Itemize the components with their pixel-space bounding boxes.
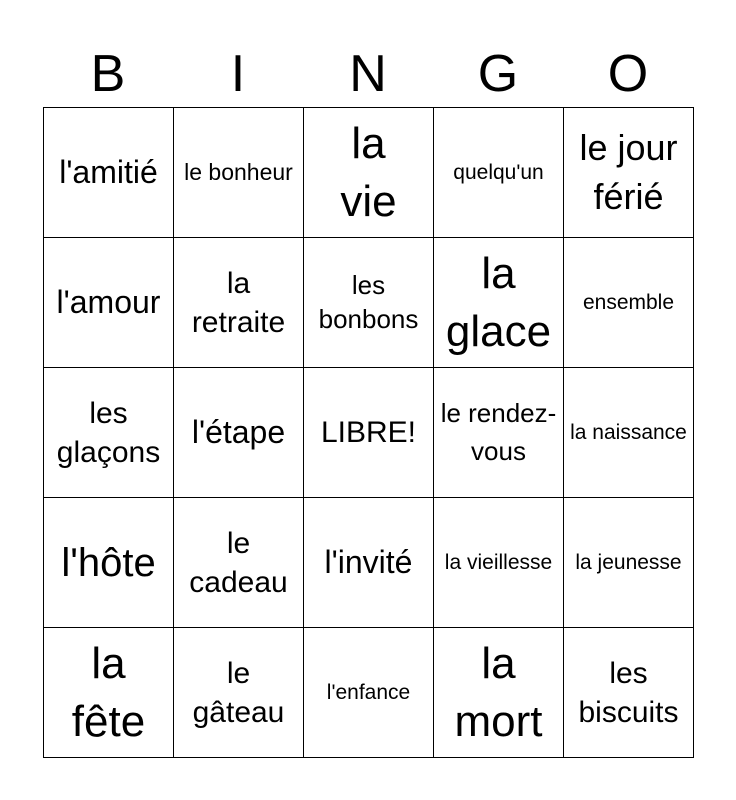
bingo-cell[interactable]	[564, 498, 694, 628]
bingo-cell[interactable]	[564, 628, 694, 758]
cell-label: la glace	[445, 249, 552, 356]
bingo-cell[interactable]	[564, 108, 694, 238]
bingo-cell[interactable]	[434, 498, 564, 628]
cell-label: les bonbons	[318, 269, 419, 334]
bingo-cell[interactable]	[304, 108, 434, 238]
header-letter-o: O	[607, 45, 649, 103]
bingo-cell[interactable]	[44, 368, 174, 498]
bingo-cell[interactable]	[174, 108, 304, 238]
cell-label: la mort	[454, 639, 543, 746]
cell-label: les glaçons	[56, 396, 161, 469]
cell-label: LIBRE!	[320, 416, 417, 449]
cell-label: le gâteau	[192, 656, 285, 729]
cell-label: l'amour	[56, 283, 161, 320]
cell-label: l'hôte	[61, 540, 156, 585]
bingo-cell[interactable]	[434, 628, 564, 758]
bingo-cell[interactable]	[174, 498, 304, 628]
header-letter-g: G	[477, 45, 519, 103]
cell-label: le cadeau	[189, 526, 288, 599]
cell-label: l'amitié	[59, 153, 158, 190]
cell-label: l'enfance	[326, 680, 411, 704]
bingo-board	[43, 107, 694, 758]
bingo-cell[interactable]	[564, 368, 694, 498]
cell-label: quelqu'un	[453, 160, 544, 184]
bingo-cell[interactable]	[44, 238, 174, 368]
bingo-cell[interactable]	[174, 368, 304, 498]
header-letter-n: N	[349, 45, 387, 103]
cell-label: la vieillesse	[444, 550, 553, 574]
bingo-cell[interactable]	[304, 628, 434, 758]
bingo-cell[interactable]	[434, 238, 564, 368]
cell-label: la vie	[340, 119, 397, 226]
bingo-header	[43, 40, 693, 108]
bingo-cell[interactable]	[434, 108, 564, 238]
cell-label: l'étape	[191, 413, 286, 450]
header-letter-b: B	[90, 45, 126, 103]
bingo-cell[interactable]	[564, 238, 694, 368]
bingo-cell[interactable]	[434, 368, 564, 498]
bingo-cell[interactable]	[174, 628, 304, 758]
cell-label: les biscuits	[578, 656, 679, 729]
cell-label: le rendez-vous	[440, 397, 557, 466]
bingo-cell[interactable]	[44, 628, 174, 758]
bingo-cell[interactable]	[304, 238, 434, 368]
cell-label: ensemble	[582, 290, 675, 314]
cell-label: la jeunesse	[575, 550, 682, 574]
cell-label: la retraite	[191, 266, 286, 339]
bingo-cell[interactable]	[174, 238, 304, 368]
header-letter-i: I	[230, 45, 246, 103]
cell-label: le jour férié	[579, 126, 678, 217]
cell-label: l'invité	[324, 543, 413, 580]
cell-label: la fête	[71, 639, 146, 746]
cell-label: le bonheur	[184, 158, 293, 185]
bingo-cell[interactable]	[44, 498, 174, 628]
cell-label: la naissance	[570, 420, 687, 444]
bingo-cell[interactable]	[44, 108, 174, 238]
bingo-cell[interactable]	[304, 498, 434, 628]
bingo-cell[interactable]	[304, 368, 434, 498]
